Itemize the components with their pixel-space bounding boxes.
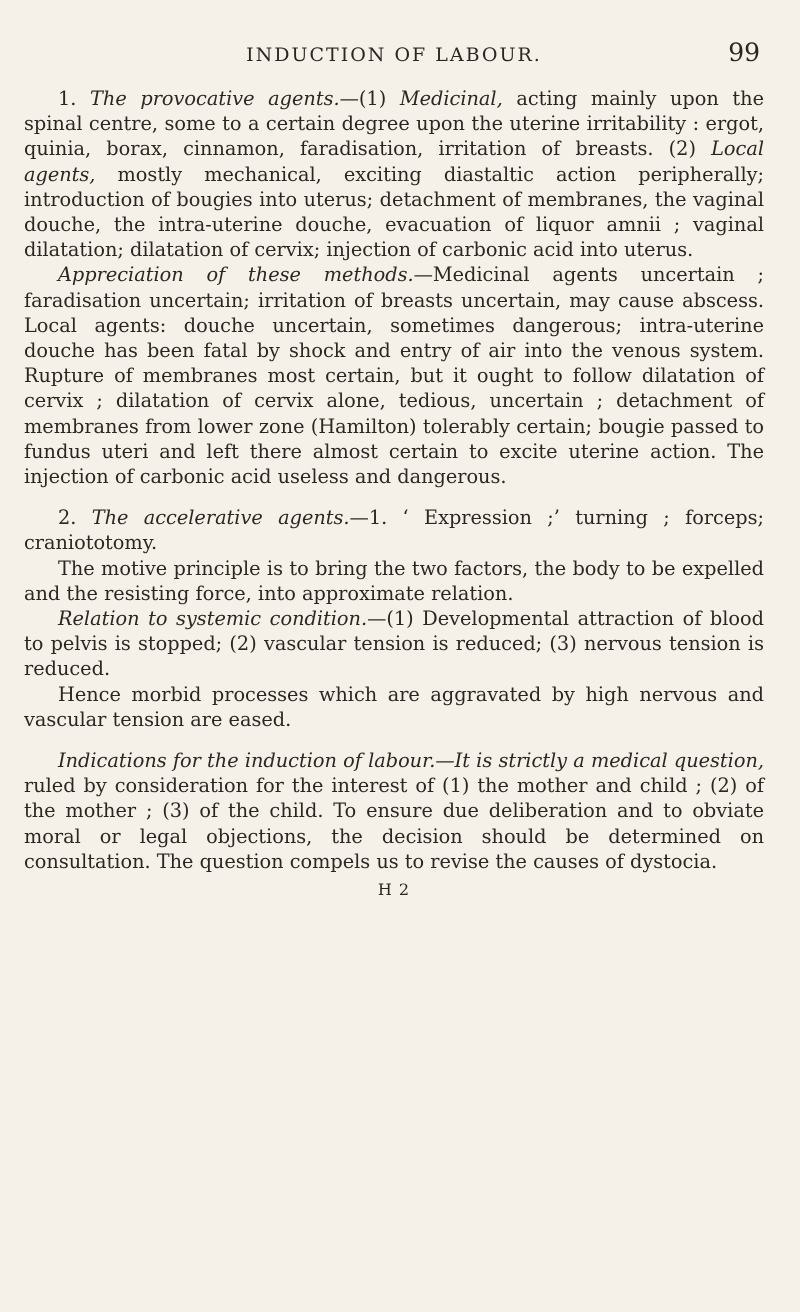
paragraph-morbid-processes (24, 682, 764, 732)
paragraph-text: —(1) (339, 87, 400, 110)
page-header (24, 32, 764, 70)
section-heading: The accelerative agents. (91, 506, 350, 530)
paragraph-text: ruled by consideration for the interest of (1) the mother and child ; (2) of the mother ; (3) of the child. To ensure due deliberation and to obviate moral or legal objections, the decision should be determined on consultation. The question compels us to revise the causes of dystocia. (24, 774, 764, 873)
paragraph-accelerative-agents (24, 505, 764, 555)
paragraph-text: acting mainly upon the spinal centre, some to a certain degree upon the uterine irritability : ergot, quinia, borax, cinnamon, faradisation, irritation of breasts. (2) (24, 87, 764, 161)
paragraph-provocative-agents (24, 86, 764, 262)
paragraph-text-italic: Local agents, (24, 137, 764, 186)
page-number: 99 (728, 38, 760, 67)
paragraph-appreciation (24, 262, 764, 489)
signature-mark: H 2 (377, 880, 411, 900)
paragraph-systemic-condition (24, 606, 764, 682)
paragraph-text-italic: —It is strictly a medical question, (435, 749, 764, 773)
paragraph-text: Hence morbid processes which are aggravated by high nervous and vascular tension are eased. (24, 682, 764, 731)
paragraph-motive-principle (24, 556, 764, 606)
paragraph-indications (24, 748, 764, 874)
paragraph-text: —1. ‘ Expression ;’ turning ; forceps; craniototomy. (24, 506, 764, 555)
section-number: 2. (58, 506, 77, 530)
section-heading: Appreciation of these methods. (58, 263, 414, 287)
paragraph-text-italic: Medicinal, (399, 87, 503, 110)
paragraph-text: mostly mechanical, exciting diastaltic action peripherally; introduction of bougies into uterus; detachment of membranes, the vaginal douche, the intra-uterine douche, evacuation of liquor amnii ; vaginal dilatation; dilatation of cervix; injection of carbonic acid into uterus. (24, 162, 764, 262)
paragraph-text: The motive principle is to bring the two factors, the body to be expelled and the resisting force, into approximate relation. (24, 556, 764, 605)
section-heading: Relation to systemic condition. (58, 607, 368, 631)
section-number: 1. (58, 87, 77, 110)
section-heading: The provocative agents. (90, 87, 340, 110)
page-body (24, 86, 764, 874)
section-heading: Indications for the induction of labour. (58, 749, 436, 773)
paragraph-text: —(1) Developmental attraction of blood to pelvis is stopped; (2) vascular tension is reduced; (3) nervous tension is reduced. (24, 607, 764, 681)
running-title: INDUCTION OF LABOUR. (246, 44, 542, 66)
paragraph-text: —Medicinal agents uncertain ; faradisation uncertain; irritation of breasts uncertain, may cause abscess. Local agents: douche uncertain, sometimes dangerous; intra-uterine douche has been fatal by shock and entry of air into the venous system. Rupture of membranes most certain, but it ought to follow dilatation of cervix ; dilatation of cervix alone, tedious, uncertain ; detachment of membranes from lower zone (Hamilton) tolerably certain; bougie passed to fundus uteri and left there almost certain to excite uterine action. The injection of carbonic acid useless and dangerous. (24, 263, 764, 489)
